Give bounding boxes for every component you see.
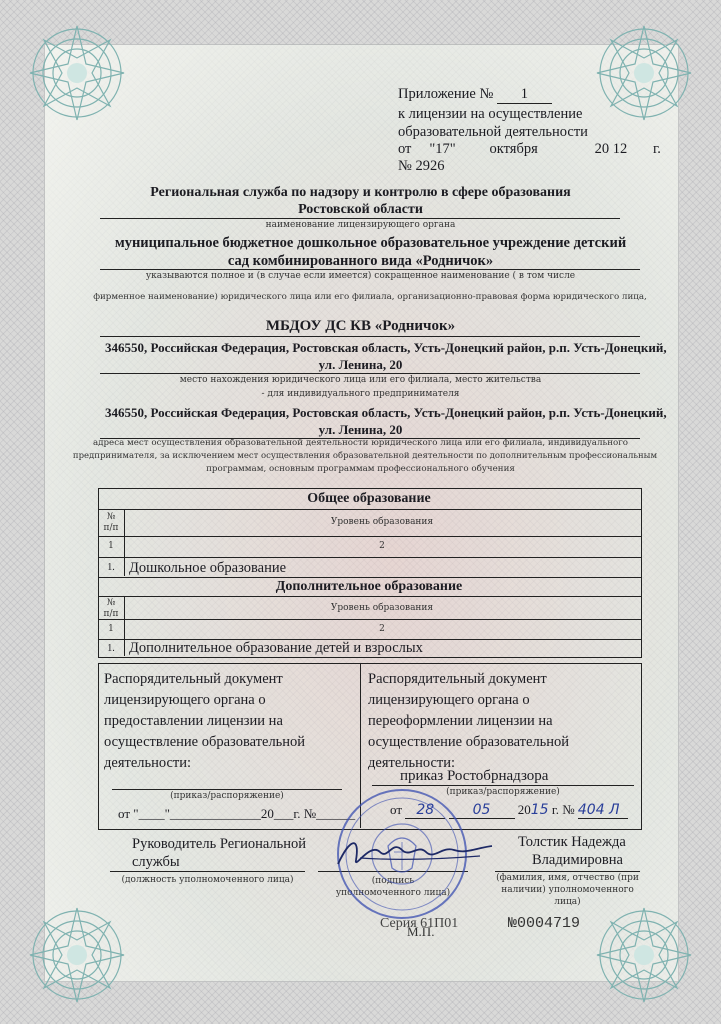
address-2-line-1: 346550, Российская Федерация, Ростовская область, Усть-Донецкий район, р.п. Усть-Донецкий, bbox=[105, 405, 667, 420]
left-order-date: от "____"______________20___г. №______ bbox=[118, 806, 356, 821]
org-rule bbox=[100, 269, 640, 270]
col-pp-label: п/п bbox=[103, 523, 119, 533]
position-rule bbox=[110, 871, 305, 872]
additional-education-title: Дополнительное образование bbox=[275, 579, 463, 594]
name-rule bbox=[495, 871, 640, 872]
handwritten-signature bbox=[330, 830, 500, 878]
right-order-text: Распорядительный документ лицензирующего органа о переоформлении лицензии на осуществление образовательной деятельности: bbox=[368, 671, 570, 771]
form-series: Серия 61П01 bbox=[380, 916, 459, 931]
org-caption-1: указываются полное и (в случае если имеется) сокращенное наименование ( в том числе bbox=[145, 271, 576, 281]
address-1-line-1: 346550, Российская Федерация, Ростовская область, Усть-Донецкий район, р.п. Усть-Донецкий, bbox=[105, 340, 667, 355]
name-caption-3: лица) bbox=[554, 897, 581, 907]
row-2-num: 1. bbox=[107, 643, 115, 654]
col-index-1: 1 bbox=[108, 541, 114, 551]
signature-caption: (подпись уполномоченного лица) bbox=[335, 876, 451, 898]
authority-name-line-2: Ростовской области bbox=[298, 202, 423, 217]
left-order-caption: (приказ/распоряжение) bbox=[170, 791, 284, 801]
corner-ornament-top-right bbox=[589, 18, 699, 128]
col-index-1-2: 1 bbox=[108, 624, 114, 634]
appendix-line-3: образовательной деятельности bbox=[398, 124, 588, 140]
name-caption-1: (фамилия, имя, отчество (при bbox=[496, 873, 639, 883]
authority-rule bbox=[100, 218, 620, 219]
right-order-name: приказ Ростобрнадзора bbox=[400, 768, 549, 784]
col-pp-label-2: п/п bbox=[103, 609, 119, 619]
col-num-label-2: № bbox=[106, 598, 116, 608]
appendix-line-1: Приложение № 1 bbox=[398, 86, 552, 104]
address-caption-2: - для индивидуального предпринимателя bbox=[261, 389, 460, 399]
position-caption: (должность уполномоченного лица) bbox=[121, 875, 294, 885]
col-num-label: № bbox=[106, 512, 116, 522]
seal-place-label: М.П. bbox=[407, 924, 435, 939]
appendix-line-2: к лицензии на осуществление bbox=[398, 106, 583, 122]
authority-name-line-1: Региональная служба по надзору и контролю в сфере образования bbox=[150, 185, 571, 200]
org-name-line-2: сад комбинированного вида «Родничок» bbox=[227, 253, 494, 269]
signer-name-line-2: Владимировна bbox=[532, 852, 623, 868]
address-1-rule bbox=[100, 373, 640, 374]
places-caption-3: программам, основным программам профессионального обучения bbox=[206, 464, 515, 474]
address-caption-1: место нахождения юридического лица или его филиала, место жительства bbox=[179, 375, 542, 385]
right-order-caption: (приказ/распоряжение) bbox=[446, 787, 560, 797]
general-education-title: Общее образование bbox=[307, 491, 431, 506]
form-number: №0004719 bbox=[508, 915, 581, 932]
row-1-level: Дошкольное образование bbox=[129, 560, 287, 576]
left-order-text: Распорядительный документ лицензирующего органа о предоставлении лицензии на осуществление образовательной деятельности: bbox=[104, 671, 306, 771]
left-order-rule bbox=[112, 789, 342, 790]
col-level-label: Уровень образования bbox=[330, 517, 434, 527]
appendix-license-number: № 2926 bbox=[398, 158, 445, 174]
signer-position-line-2: службы bbox=[132, 854, 180, 870]
places-caption-1: адреса мест осуществления образовательной деятельности юридического лица или его филиала, индивидуального bbox=[92, 438, 629, 448]
places-caption-2: предпринимателя, за исключением мест осуществления образовательной деятельности по дополнительным профессиональным bbox=[72, 451, 658, 461]
short-name-rule bbox=[100, 336, 640, 337]
org-caption-2: фирменное наименование) юридического лица или его филиала, организационно-правовая форма юридического лица, bbox=[93, 292, 647, 302]
address-1-line-2: ул. Ленина, 20 bbox=[318, 357, 403, 372]
corner-ornament-bottom-left bbox=[22, 900, 132, 1010]
row-2-level: Дополнительное образование детей и взрослых bbox=[129, 640, 423, 656]
org-name-line-1: муниципальное бюджетное дошкольное образовательное учреждение детский bbox=[114, 235, 627, 251]
signer-position-line-1: Руководитель Региональной bbox=[132, 836, 307, 852]
name-caption-2: наличии) уполномоченного bbox=[501, 885, 634, 895]
authority-caption: наименование лицензирующего органа bbox=[265, 220, 456, 230]
col-index-2-2: 2 bbox=[379, 624, 385, 634]
row-1-num: 1. bbox=[107, 562, 115, 573]
corner-ornament-bottom-right bbox=[589, 900, 699, 1010]
appendix-date: от "17" октября 20 12 г. bbox=[398, 141, 661, 157]
org-short-name: МБДОУ ДС КВ «Родничок» bbox=[265, 318, 456, 334]
right-order-date: от 28 05 2015 г. № 404 Л bbox=[390, 802, 628, 819]
signer-name-line-1: Толстик Надежда bbox=[518, 834, 626, 850]
col-level-label-2: Уровень образования bbox=[330, 603, 434, 613]
address-2-line-2: ул. Ленина, 20 bbox=[318, 422, 403, 437]
corner-ornament-top-left bbox=[22, 18, 132, 128]
col-index-2: 2 bbox=[379, 541, 385, 551]
